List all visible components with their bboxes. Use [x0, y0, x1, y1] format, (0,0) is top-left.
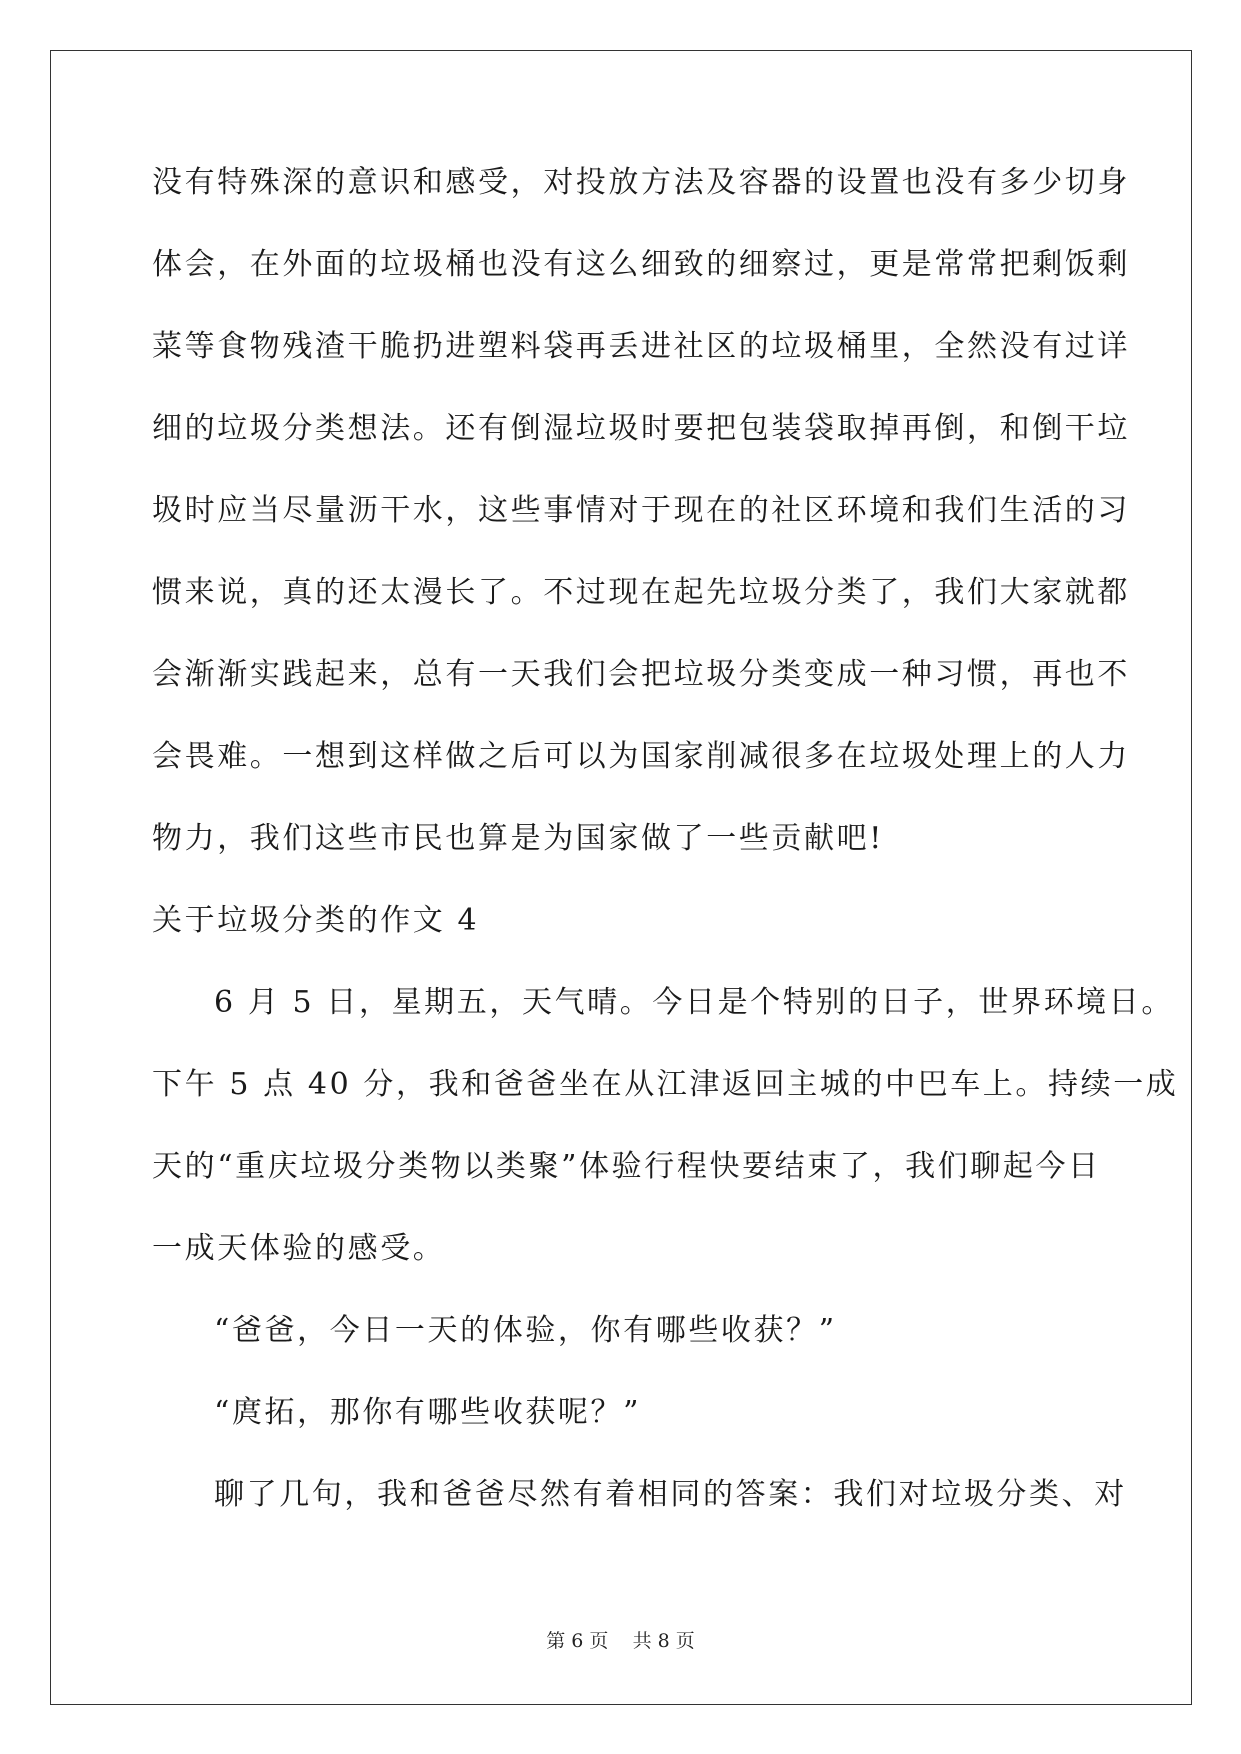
text-line: 下午 5 点 40 分，我和爸爸坐在从江津返回主城的中巴车上。持续一成	[152, 1067, 1179, 1102]
text-line: “爸爸，今日一天的体验，你有哪些收获？”	[214, 1313, 837, 1348]
document-body	[152, 163, 1179, 1557]
section-heading: 关于垃圾分类的作文 4	[152, 903, 480, 938]
text-line: 体会，在外面的垃圾桶也没有这么细致的细察过，更是常常把剩饭剩	[152, 247, 1130, 282]
text-line: 菜等食物残渣干脆扔进塑料袋再丢进社区的垃圾桶里，全然没有过详	[152, 329, 1130, 364]
text-line: 会渐渐实践起来，总有一天我们会把垃圾分类变成一种习惯，再也不	[152, 657, 1130, 692]
text-line: 没有特殊深的意识和感受，对投放方法及容器的设置也没有多少切身	[152, 165, 1130, 200]
text-line: “庹拓，那你有哪些收获呢？”	[214, 1395, 642, 1430]
text-line: 6 月 5 日，星期五，天气晴。今日是个特别的日子，世界环境日。	[214, 985, 1174, 1020]
text-line: 惯来说，真的还太漫长了。不过现在起先垃圾分类了，我们大家就都	[152, 575, 1130, 610]
page-number-footer: 第 6 页 共 8 页	[546, 1630, 695, 1652]
text-line: 一成天体验的感受。	[152, 1231, 446, 1266]
text-line: 物力，我们这些市民也算是为国家做了一些贡献吧!	[152, 821, 884, 856]
text-line: 会畏难。一想到这样做之后可以为国家削减很多在垃圾处理上的人力	[152, 739, 1130, 774]
text-line: 聊了几句，我和爸爸尽然有着相同的答案：我们对垃圾分类、对	[214, 1477, 1127, 1512]
text-line: 圾时应当尽量沥干水，这些事情对于现在的社区环境和我们生活的习	[152, 493, 1130, 528]
text-line: 天的“重庆垃圾分类物以类聚”体验行程快要结束了，我们聊起今日	[152, 1149, 1101, 1184]
text-line: 细的垃圾分类想法。还有倒湿垃圾时要把包装袋取掉再倒，和倒干垃	[152, 411, 1130, 446]
